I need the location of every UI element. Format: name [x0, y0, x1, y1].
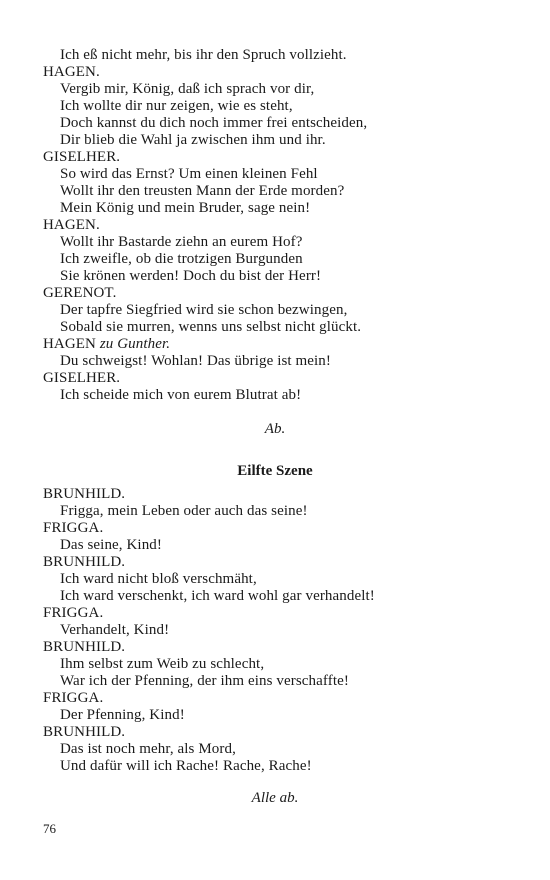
speaker-name [43, 520, 513, 537]
verse-line: Ich wollte dir nur zeigen, wie es steht, [60, 98, 293, 114]
speaker-name [43, 370, 513, 387]
speaker-label: FRIGGA. [43, 605, 104, 621]
verse-line: Ich eß nicht mehr, bis ihr den Spruch vollzieht. [60, 47, 347, 63]
speaker-label: BRUNHILD. [43, 639, 126, 655]
verse-line: Sie krönen werden! Doch du bist der Herr! [60, 268, 322, 284]
verse-line: Frigga, mein Leben oder auch das seine! [60, 503, 308, 519]
verse-line: Ich zweifle, ob die trotzigen Burgunden [60, 251, 303, 267]
verse-line: Und dafür will ich Rache! Rache, Rache! [60, 758, 312, 774]
speaker-label: BRUNHILD. [43, 486, 126, 502]
stage-direction-exit-all: Alle ab. [251, 790, 299, 806]
speaker-label: GISELHER. [43, 149, 121, 165]
speaker-label: FRIGGA. [43, 690, 104, 706]
speaker-name [43, 486, 513, 503]
speaker-name [43, 724, 513, 741]
verse-line: Das seine, Kind! [60, 537, 162, 553]
verse-line: Doch kannst du dich noch immer frei entscheiden, [60, 115, 368, 131]
verse-line: Mein König und mein Bruder, sage nein! [60, 200, 311, 216]
speaker-label: FRIGGA. [43, 520, 104, 536]
speaker-label: GISELHER. [43, 370, 121, 386]
verse-line: Sobald sie murren, wenns uns selbst nicht glückt. [60, 319, 362, 335]
speaker-label: BRUNHILD. [43, 724, 126, 740]
speaker-name [43, 285, 513, 302]
page-number: 76 [43, 821, 56, 836]
speaker-name [43, 690, 513, 707]
verse-line: Wollt ihr den treusten Mann der Erde morden? [60, 183, 345, 199]
speaker-label: HAGEN. [43, 64, 100, 80]
speaker-name [43, 554, 513, 571]
speaker-name [43, 336, 513, 353]
verse-line: Wollt ihr Bastarde ziehn an eurem Hof? [60, 234, 303, 250]
verse-line: Der Pfenning, Kind! [60, 707, 185, 723]
dialogue-block-1 [43, 47, 513, 404]
verse-line: Ihm selbst zum Weib zu schlecht, [60, 656, 265, 672]
verse-line: Das ist noch mehr, als Mord, [60, 741, 236, 757]
speaker-name [43, 149, 513, 166]
speaker-label: GERENOT. [43, 285, 117, 301]
verse-line: Ich ward verschenkt, ich ward wohl gar verhandelt! [60, 588, 375, 604]
speaker-label: HAGEN [43, 336, 96, 352]
speaker-name [43, 64, 513, 81]
verse-line: Du schweigst! Wohlan! Das übrige ist mein! [60, 353, 331, 369]
stage-direction-inline: zu Gunther. [99, 336, 171, 352]
verse-line: So wird das Ernst? Um einen kleinen Fehl [60, 166, 318, 182]
speaker-label: HAGEN. [43, 217, 100, 233]
verse-line: Verhandelt, Kind! [60, 622, 170, 638]
verse-line: Dir blieb die Wahl ja zwischen ihm und ihr. [60, 132, 326, 148]
scene-title: Eilfte Szene [237, 463, 313, 479]
speaker-name [43, 217, 513, 234]
verse-line: Der tapfre Siegfried wird sie schon bezwingen, [60, 302, 348, 318]
stage-direction-exit: Ab. [264, 421, 286, 437]
verse-line: War ich der Pfenning, der ihm eins verschaffte! [60, 673, 349, 689]
dialogue-block-2 [43, 486, 513, 775]
speaker-label: BRUNHILD. [43, 554, 126, 570]
verse-line: Ich scheide mich von eurem Blutrat ab! [60, 387, 302, 403]
speaker-name [43, 605, 513, 622]
verse-line: Ich ward nicht bloß verschmäht, [60, 571, 257, 587]
verse-line: Vergib mir, König, daß ich sprach vor dir, [60, 81, 315, 97]
speaker-name [43, 639, 513, 656]
